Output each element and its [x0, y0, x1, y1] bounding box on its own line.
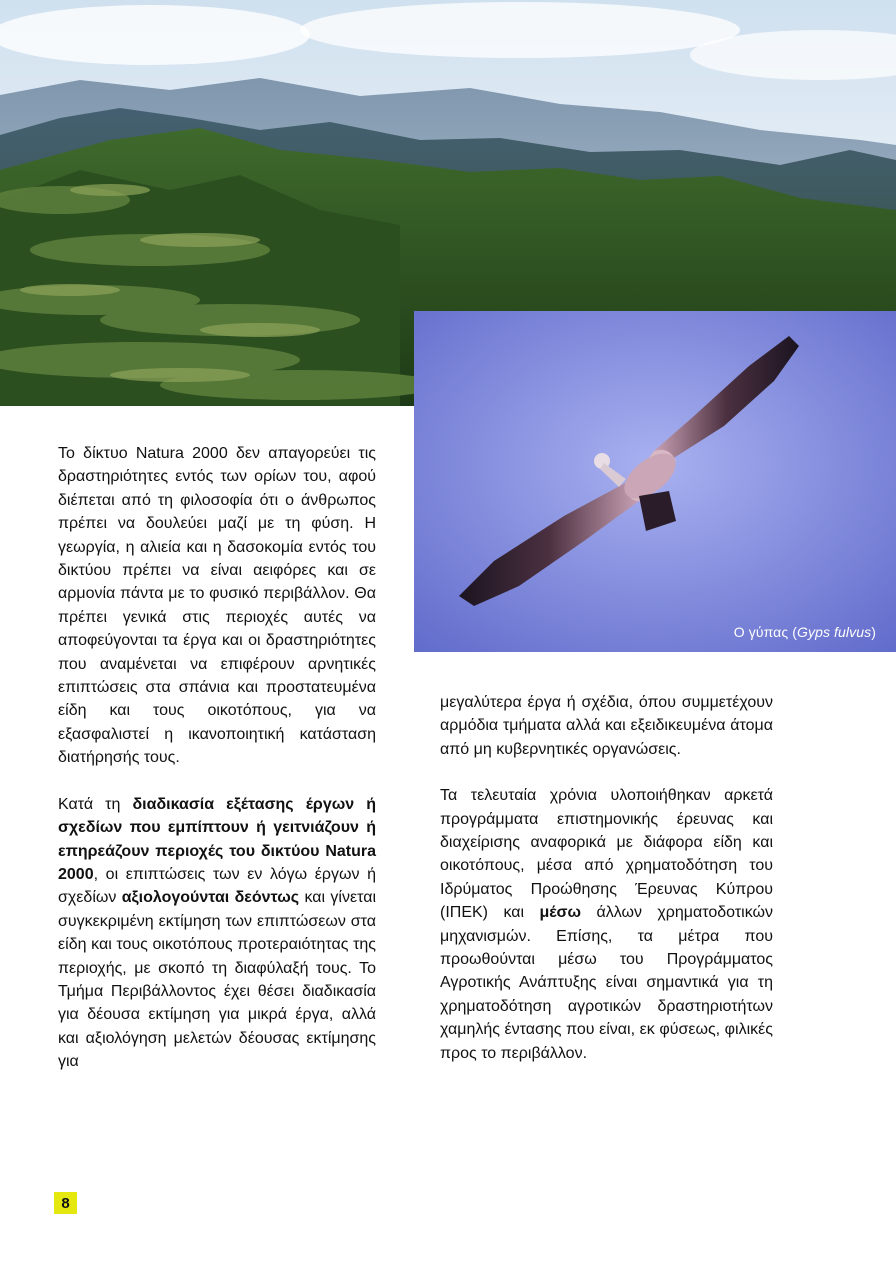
paragraph-assessment: Κατά τη διαδικασία εξέτασης έργων ή σχεδίων που εμπίπτουν ή γειτνιάζουν ή επηρεάζουν περιοχές του δικτύου Natura 2000, οι επιπτώσεις των εν λόγω έργων ή σχεδίων αξιολογούνται δεόντως και γίνεται συγκεκριμένη εκτίμηση των επιπτώσεων στα είδη και τους οικοτόπους προτεραιότητας της περιοχής, με σκοπό τη διαφύλαξή τους. Το Τμήμα Περιβάλλοντος έχει θέσει διαδικασία για δέουσα εκτίμηση για μικρά έργα, αλλά και αξιολόγηση μελετών δέουσας εκτίμησης για — [58, 795, 376, 1071]
paragraph-research-programs: Τα τελευταία χρόνια υλοποιήθηκαν αρκετά προγράμματα επιστημονικής έρευνας και διαχείρισης αναφορικά με διάφορα είδη και οικοτόπους, μέσα από χρηματοδότηση του Ιδρύματος Προώθησης Έρευνας Κύπρου (ΙΠΕΚ) και μέσω άλλων χρηματοδοτικών μηχανισμών. Επίσης, τα μέτρα που προωθούνται μέσω του Προγράμματος Αγροτικής Ανάπτυξης είναι σημαντικά για τη χρηματοδότηση αγροτικών δραστηριοτήτων χαμηλής έντασης που είναι, εκ φύσεως, φιλικές προς το περιβάλλον. — [440, 787, 773, 1062]
right-text-column — [440, 691, 773, 1065]
vulture-photo — [414, 311, 896, 652]
species-name: Gyps fulvus — [796, 624, 872, 640]
paragraph-large-projects: μεγαλύτερα έργα ή σχέδια, όπου συμμετέχουν αρμόδια τμήματα αλλά και εξειδικευμένα άτομα από μη κυβερνητικές οργανώσεις. — [440, 694, 773, 758]
vulture-caption: Ο γύπας (Gyps fulvus) — [733, 624, 876, 640]
left-text-column — [58, 442, 376, 1074]
page-number: 8 — [54, 1192, 77, 1214]
paragraph-natura-intro: Το δίκτυο Natura 2000 δεν απαγορεύει τις δραστηριότητες εντός των ορίων του, αφού διέπεται από τη φιλοσοφία ότι ο άνθρωπος πρέπει να δουλεύει μαζί με τη φύση. Η γεωργία, η αλιεία και η δασοκομία εντός του δικτύου πρέπει να είναι αειφόρες και σε αρμονία πάντα με το φυσικό περιβάλλον. Θα πρέπει γενικά στις περιοχές αυτές να αποφεύγονται τα έργα και οι δραστηριότητες που αναμένεται να επιφέρουν αρνητικές επιπτώσεις στα σπάνια και προστατευμένα είδη και τους οικοτόπους, για να εξασφαλιστεί η ικανοποιητική κατάσταση διατήρησής τους. — [58, 445, 376, 767]
